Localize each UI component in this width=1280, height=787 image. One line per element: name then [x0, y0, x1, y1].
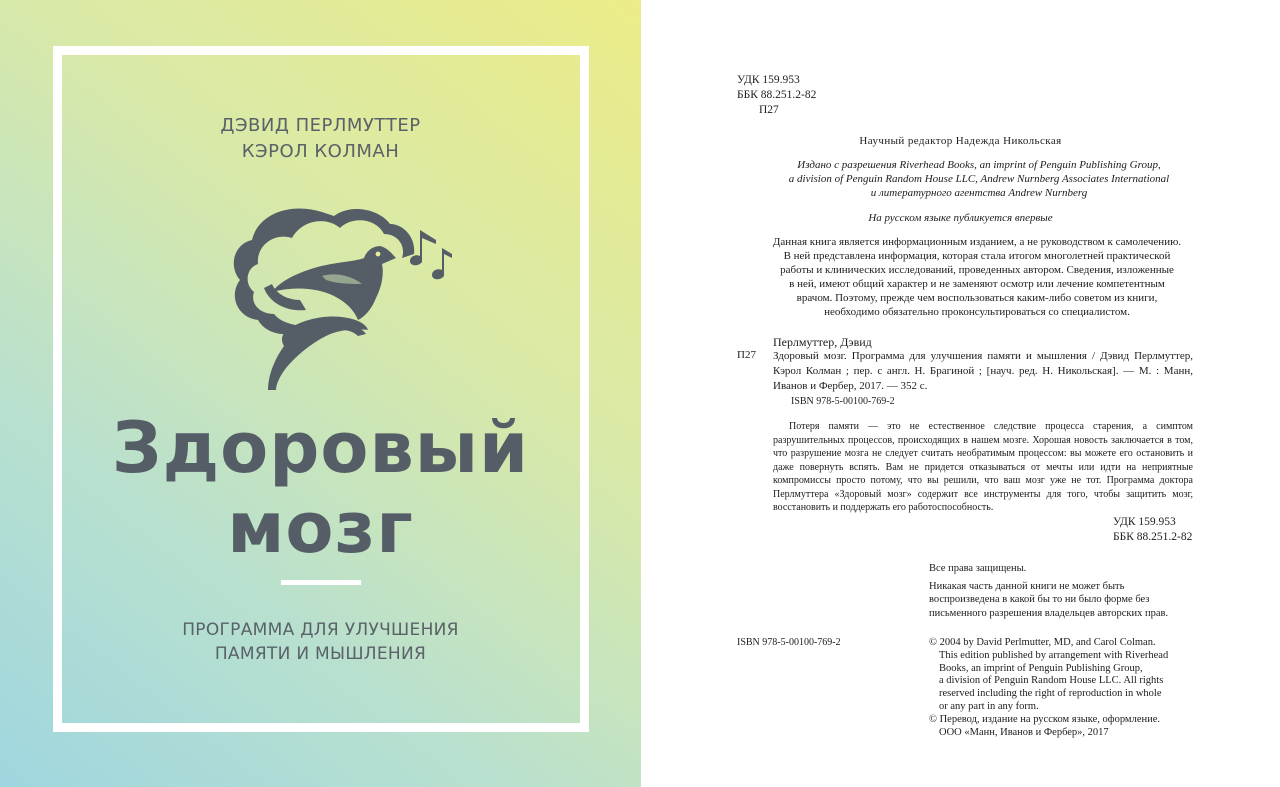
permission-line: Издано с разрешения Riverhead Books, an imprint of Penguin Publishing Group, — [797, 159, 1161, 171]
bbk-code: ББК 88.251.2-82 — [1113, 531, 1193, 543]
cover-authors — [0, 113, 641, 165]
copyright-ru-line: © Перевод, издание на русском языке, оформление. — [929, 713, 1161, 725]
title-line: мозг — [227, 487, 414, 569]
classification-codes-right — [1113, 515, 1192, 545]
disclaimer-line: врачом. Поэтому, прежде чем воспользоваться каким-либо советом из книги, — [796, 292, 1158, 304]
isbn-bottom: ISBN 978-5-00100-769-2 — [737, 637, 841, 648]
rights-line: воспроизведена в какой бы то ни было форме без — [929, 594, 1150, 605]
author-name: ДЭВИД ПЕРЛМУТТЕР — [220, 115, 421, 136]
disclaimer-line: Данная книга является информационным изданием, а не руководством к самолечению. — [772, 236, 1182, 248]
author-mark: П27 — [759, 104, 779, 116]
bibliographic-code: П27 — [737, 349, 756, 361]
publication-permission — [701, 158, 1257, 200]
copyright-en-line: or any part in any form. — [939, 700, 1039, 712]
subtitle-line: ПРОГРАММА ДЛЯ УЛУЧШЕНИЯ — [182, 620, 459, 640]
scientific-editor: Научный редактор Надежда Никольская — [859, 135, 1062, 147]
isbn: ISBN 978-5-00100-769-2 — [791, 396, 895, 407]
udk-code: УДК 159.953 — [737, 74, 800, 86]
rights-line: Никакая часть данной книги не может быть — [929, 580, 1125, 592]
permission-line: a division of Penguin Random House LLC, Andrew Nurnberg Associates International — [788, 173, 1170, 185]
rights-notice — [929, 562, 1189, 620]
classification-codes — [737, 73, 816, 118]
rights-title: Все права защищены. — [929, 563, 1027, 574]
copyright-en-line: This edition published by arrangement with Riverhead — [939, 649, 1169, 661]
disclaimer-line: В ней представлена информация, которая стала итогом многолетней практической — [783, 250, 1171, 262]
book-annotation: Потеря памяти — это не естественное следствие процесса старения, а симптом разрушительных процессов, происходящих в нашем мозге. Хорошая новость заключается в том, что разрушение мозга не следует считать необратимым процессом: вы можете его остановить и даже повернуть вспять. Вам не придется отказываться от мечты или идти на неприятные компромиссы просто потому, что вы решили, что ваш мозг уже не тот. Программа доктора Перлмуттера «Здоровый мозг» содержит все инструменты для того, чтобы защитить мозг, восстановить и поддержать его работоспособность. — [773, 421, 1193, 513]
subtitle-line: ПАМЯТИ И МЫШЛЕНИЯ — [214, 644, 427, 664]
cover-divider — [281, 580, 361, 585]
cover-subtitle — [0, 618, 641, 666]
disclaimer-line: в ней, имеют общий характер и не заменяют осмотр или лечение компетентным — [789, 278, 1165, 290]
title-line: Здоровый — [111, 407, 530, 489]
copyright-en-line: a division of Penguin Random House LLC. All rights — [939, 675, 1164, 687]
bbk-code: ББК 88.251.2-82 — [737, 89, 817, 101]
copyright-en-line: Books, an imprint of Penguin Publishing Group, — [939, 662, 1143, 674]
first-russian-edition: На русском языке публикуется впервые — [868, 212, 1053, 224]
author-name: КЭРОЛ КОЛМАН — [241, 141, 400, 162]
permission-line: и литературного агентства Andrew Nurnberg — [870, 187, 1088, 199]
copyright-notice — [929, 637, 1191, 739]
medical-disclaimer — [741, 235, 1213, 319]
cover-title — [0, 408, 641, 568]
bibliographic-record: Здоровый мозг. Программа для улучшения памяти и мышления / Дэвид Перлмуттер, Кэрол Колман ; пер. с англ. Н. Брагиной ; [науч. ред. Н. Никольская]. — М. : Манн, Иванов и Фербер, 2017. — 352 с. — [773, 350, 1193, 392]
bibliographic-author: Перлмуттер, Дэвид — [773, 335, 872, 349]
copyright-en-line: © 2004 by David Perlmutter, MD, and Carol Colman. — [929, 637, 1156, 648]
imprint-page — [641, 0, 1280, 787]
udk-code: УДК 159.953 — [1113, 516, 1176, 528]
copyright-en-line: reserved including the right of reproduction in whole — [939, 688, 1162, 700]
brain-cloud-bird-icon — [230, 200, 455, 392]
copyright-ru-line: ООО «Манн, Иванов и Фербер», 2017 — [939, 726, 1109, 738]
disclaimer-line: необходимо обязательно проконсультироваться со специалистом. — [824, 306, 1130, 318]
disclaimer-line: работы и клинических исследований, проведенных автором. Сведения, изложенные — [780, 264, 1174, 276]
rights-line: письменного разрешения владельцев авторских прав. — [929, 607, 1169, 619]
